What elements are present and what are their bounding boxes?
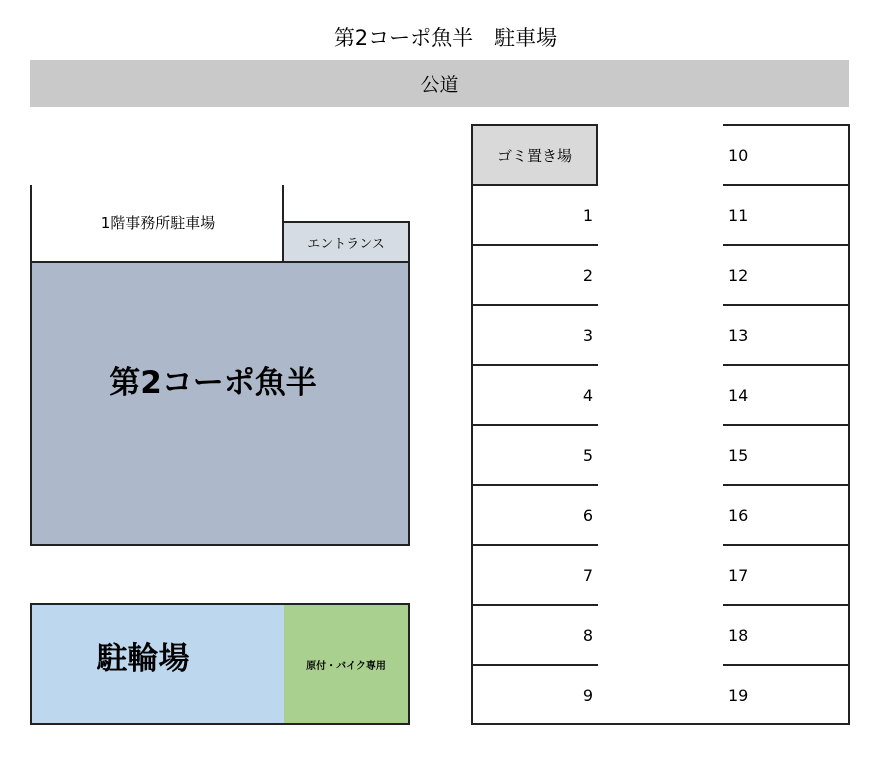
building-name: 第2コーポ魚半: [109, 364, 317, 401]
parking-space-18: 18: [728, 625, 749, 645]
parking-space-4: 4: [582, 385, 593, 405]
office-parking-left-border: [30, 185, 32, 263]
bicycle-parking: [30, 603, 410, 725]
parking-space-9: 9: [582, 685, 593, 705]
parking-space-14: 14: [728, 385, 749, 405]
parking-space-15: 15: [728, 445, 749, 465]
parking-space-1: 1: [582, 205, 593, 225]
office-parking-label: 1階事務所駐車場: [100, 213, 216, 232]
bicycle-area: [32, 605, 284, 723]
parking-space-12: 12: [728, 265, 749, 285]
parking-space-5: 5: [582, 445, 593, 465]
building: [30, 261, 410, 546]
parking-space-6: 6: [582, 505, 593, 525]
parking-space-8: 8: [582, 625, 593, 645]
parking-space-11: 11: [728, 205, 749, 225]
entrance: エントランス: [282, 221, 410, 263]
parking-space-19: 19: [728, 685, 749, 705]
page-title: 第2コーポ魚半 駐車場: [333, 26, 558, 50]
parking-space-13: 13: [728, 325, 749, 345]
parking-space-3: 3: [582, 325, 593, 345]
parking-space-2: 2: [582, 265, 593, 285]
garbage-area: ゴミ置き場: [471, 124, 598, 186]
motorbike-area: 原付・バイク専用: [284, 605, 408, 723]
parking-space-16: 16: [728, 505, 749, 525]
parking-space-10: 10: [728, 145, 749, 165]
parking-space-7: 7: [582, 565, 593, 585]
parking-space-17: 17: [728, 565, 749, 585]
bicycle-parking-label: 駐輪場: [96, 640, 190, 677]
public-road: 公道: [30, 60, 849, 107]
